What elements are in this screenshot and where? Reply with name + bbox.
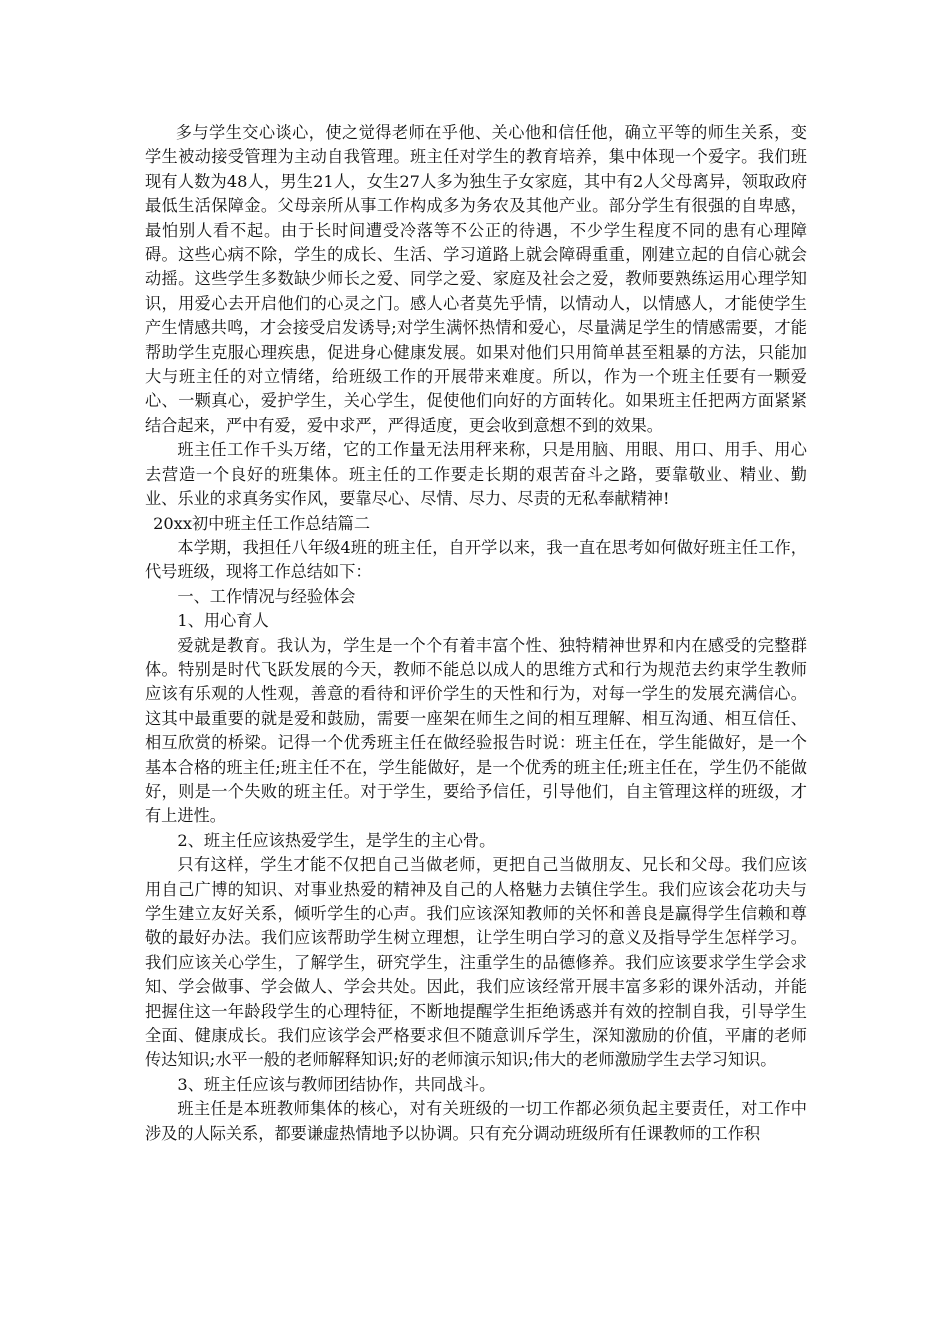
heading-item-2: 2、班主任应该热爱学生，是学生的主心骨。	[177, 830, 496, 850]
paragraph-dedication: 班主任工作千头万绪，它的工作量无法用秤来称，只是用脑、用眼、用口、用手、用心去营造一个良好的班集体。班主任的工作要走长期的艰苦奋斗之路，要靠敬业、精业、勤业、乐业的求真务实作风，要靠尽心、尽情、尽力、尽责的无私奉献精神!	[145, 440, 807, 509]
section-title: 20xx初中班主任工作总结篇二	[153, 513, 371, 533]
document-page	[145, 121, 807, 1146]
heading-item-1: 1、用心育人	[177, 611, 269, 631]
paragraph-love-students: 只有这样，学生才能不仅把自己当做老师，更把自己当做朋友、兄长和父母。我们应该用自己广博的知识、对事业热爱的精神及自己的人格魅力去镇住学生。我们应该会花功夫与学生建立友好关系，倾听学生的心声。我们应该深知教师的关怀和善良是赢得学生信赖和尊敬的最好办法。我们应该帮助学生树立理想，让学生明白学习的意义及指导学生怎样学习。我们应该关心学生，了解学生，研究学生，注重学生的品德修养。我们应该要求学生学会求知、学会做事、学会做人、学会共处。因此，我们应该经常开展丰富多彩的课外活动，并能把握住这一年龄段学生的心理特征，不断地提醒学生拒绝诱惑并有效的控制自我，引导学生全面、健康成长。我们应该学会严格要求但不随意训斥学生，深知激励的价值，平庸的老师传达知识;水平一般的老师解释知识;好的老师演示知识;伟大的老师激励学生去学习知识。	[145, 855, 807, 1070]
paragraph-continuation: 多与学生交心谈心，使之觉得老师在乎他、关心他和信任他，确立平等的师生关系，变学生被动接受管理为主动自我管理。班主任对学生的教育培养，集中体现一个爱字。我们班现有人数为48人，男生21人，女生27人多为独生子女家庭，其中有2人父母离异，领取政府最低生活保障金。父母亲所从事工作构成多为务农及其他产业。部分学生有很强的自卑感，最怕别人看不起。由于长时间遭受冷落等不公正的待遇，不少学生程度不同的患有心理障碍。这些心病不除，学生的成长、生活、学习道路上就会障碍重重，刚建立起的自信心就会动摇。这些学生多数缺少师长之爱、同学之爱、家庭及社会之爱，教师要熟练运用心理学知识，用爱心去开启他们的心灵之门。感人心者莫先乎情，以情动人，以情感人，才能使学生产生情感共鸣，才会接受启发诱导;对学生满怀热情和爱心，尽量满足学生的情感需要，才能帮助学生克服心理疾患，促进身心健康发展。如果对他们只用简单甚至粗暴的方法，只能加大与班主任的对立情绪，给班级工作的开展带来难度。所以，作为一个班主任要有一颗爱心、一颗真心，爱护学生，关心学生，促使他们向好的方面转化。如果班主任把两方面紧紧结合起来，严中有爱，爱中求严，严得适度，更会收到意想不到的效果。	[145, 123, 807, 435]
heading-item-3: 3、班主任应该与教师团结协作，共同战斗。	[177, 1074, 496, 1094]
paragraph-love-education: 爱就是教育。我认为，学生是一个个有着丰富个性、独特精神世界和内在感受的完整群体。特别是时代飞跃发展的今天，教师不能总以成人的思维方式和行为规范去约束学生教师应该有乐观的人性观，善意的看待和评价学生的天性和行为，对每一学生的发展充满信心。这其中最重要的就是爱和鼓励，需要一座架在师生之间的相互理解、相互沟通、相互信任、相互欣赏的桥梁。记得一个优秀班主任在做经验报告时说：班主任在，学生能做好，是一个基本合格的班主任;班主任不在，学生能做好，是一个优秀的班主任;班主任在，学生仍不能做好，则是一个失败的班主任。对于学生，要给予信任，引导他们，自主管理这样的班级，才有上进性。	[145, 635, 807, 826]
heading-part-one: 一、工作情况与经验体会	[177, 586, 356, 606]
paragraph-teamwork: 班主任是本班教师集体的核心，对有关班级的一切工作都必须负起主要责任，对工作中涉及的人际关系，都要谦虚热情地予以协调。只有充分调动班级所有任课教师的工作积	[145, 1099, 807, 1143]
paragraph-intro: 本学期，我担任八年级4班的班主任，自开学以来，我一直在思考如何做好班主任工作，代号班级，现将工作总结如下：	[145, 537, 807, 582]
